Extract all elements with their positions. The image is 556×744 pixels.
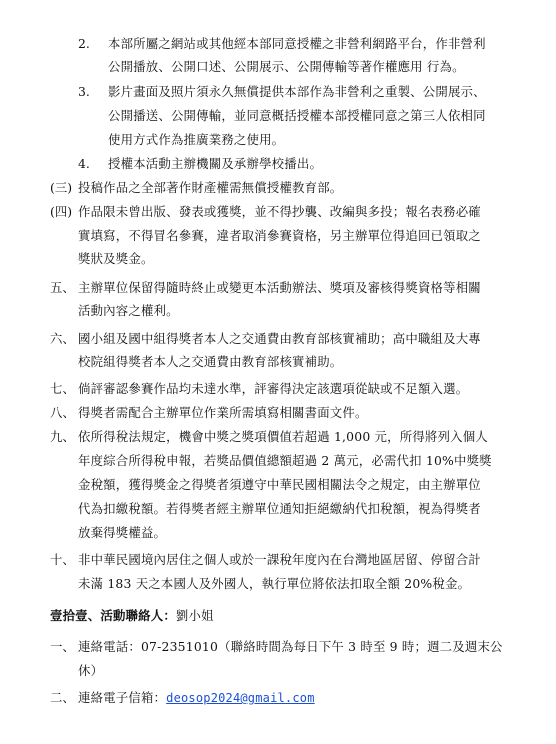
main-item-text: 倘評審認參賽作品均未達水準，評審得決定該選項從缺或不足額入選。 [78,381,469,396]
main-item-text: 年度綜合所得稅申報，若獎品價值總額超過 2 萬元，必需代扣 10%中獎獎 [78,453,492,468]
sub-item-text: 公開播送、公開傳輸，並同意概括授權本部授權同意之第三人依相同 [108,108,486,123]
paren-item-number: (四) [50,204,73,219]
contact-item-number: 二、 [50,690,75,705]
main-item-number: 十、 [50,552,75,567]
email-link[interactable]: deosop2024@gmail.com [166,691,315,705]
sub-item-number: 3. [78,84,90,99]
contact-heading-line [50,608,214,624]
main-item-text: 依所得稅法規定，機會中獎之獎項價值若超過 1,000 元，所得將列入個人 [78,429,488,444]
main-item-text: 主辦單位保留得隨時終止或變更本活動辦法、獎項及審核得獎資格等相關 [78,280,481,295]
contact-email-line [78,690,315,706]
main-item-text: 金稅額，獲得獎金之得獎者須遵守中華民國相關法令之規定，由主辦單位 [78,477,481,492]
sub-item-text: 影片畫面及照片須永久無償提供本部作為非營利之重製、公開展示、 [108,84,486,99]
paren-item-text: 實填寫，不得冒名參賽，違者取消參賽資格，另主辦單位得追回已領取之 [78,228,481,243]
main-item-text: 放棄得獎權益。 [78,525,167,540]
sub-item-text: 公開播放、公開口述、公開展示、公開傳輸等著作權應用 行為。 [108,59,465,74]
main-item-number: 六、 [50,331,75,346]
main-item-number: 五、 [50,280,75,295]
sub-item-text: 使用方式作為推廣業務之使用。 [108,132,285,147]
main-item-text: 非中華民國境內居住之個人或於一課稅年度內在台灣地區居留、停留合計 [78,552,481,567]
sub-item-text: 本部所屬之網站或其他經本部同意授權之非營利網路平台，作非營利 [108,36,486,51]
main-item-text: 國小組及國中組得獎者本人之交通費由教育部核實補助；高中職組及大專 [78,331,481,346]
sub-item-number: 2. [78,36,90,51]
section-heading: 壹拾壹、活動聯絡人： [50,608,176,623]
paren-item-text: 作品限未曾出版、發表或獲獎，並不得抄襲、改編與多投；報名表務必確 [78,204,481,219]
contact-phone: 休） [78,663,104,678]
main-item-text: 活動內容之權利。 [78,303,179,318]
paren-item-number: (三) [50,180,73,195]
main-item-text: 未滿 183 天之本國人及外國人，執行單位將依法扣取全額 20%稅金。 [78,576,471,591]
main-item-text: 校院組得獎者本人之交通費由教育部核實補助。 [78,354,343,369]
sub-item-number: 4. [78,156,90,171]
main-item-number: 九、 [50,429,75,444]
main-item-text: 代為扣繳稅額。若得獎者經主辦單位通知拒絕繳納代扣稅額，視為得獎者 [78,501,481,516]
email-label: 連絡電子信箱： [78,690,167,705]
contact-person: 劉小姐 [175,608,214,623]
contact-item-number: 一、 [50,639,75,654]
contact-phone: 連絡電話：07-2351010（聯絡時間為每日下午 3 時至 9 時；週二及週末公 [78,639,503,654]
main-item-number: 七、 [50,381,75,396]
main-item-text: 得獎者需配合主辦單位作業所需填寫相關書面文件。 [78,405,368,420]
main-item-number: 八、 [50,405,75,420]
paren-item-text: 投稿作品之全部著作財產權需無償授權教育部。 [78,180,343,195]
paren-item-text: 獎狀及獎金。 [78,251,154,266]
sub-item-text: 授權本活動主辦機關及承辦學校播出。 [108,156,323,171]
